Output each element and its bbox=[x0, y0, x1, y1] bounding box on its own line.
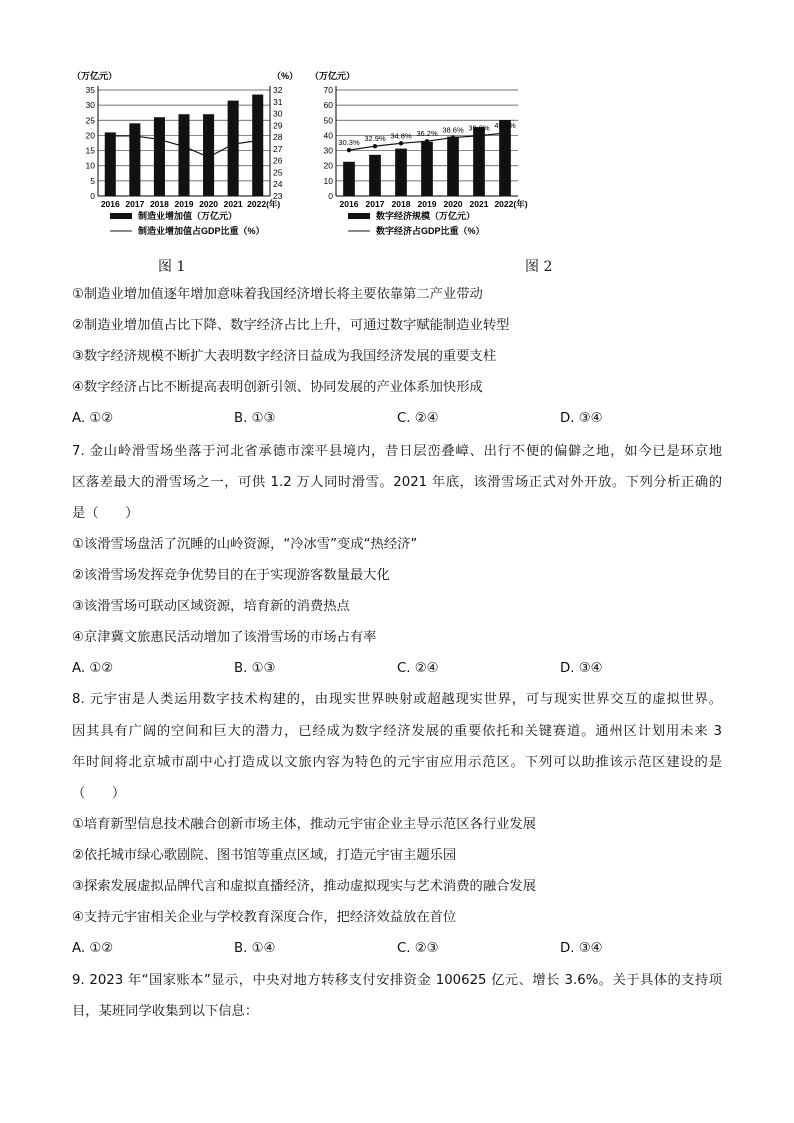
data-label: 41.5% bbox=[494, 121, 516, 131]
q6-statement-4: ④数字经济占比不断提高表明创新引领、协同发展的产业体系加快形成 bbox=[72, 380, 483, 395]
line-point bbox=[373, 144, 377, 148]
q8-stem-line-2: 因其具有广阔的空间和巨大的潜力，已经成为数字经济发展的重要依托和关键赛道。通州区计划用未来 3 bbox=[72, 724, 722, 739]
q8-stem-line-1: 8. 元宇宙是人类运用数字技术构建的，由现实世界映射或超越现实世界，可与现实世界交互的虚拟世界。 bbox=[72, 692, 722, 707]
right-tick-label: 26 bbox=[273, 155, 283, 166]
figure-1-chart bbox=[68, 66, 308, 246]
x-tick-label: 2016 bbox=[100, 199, 120, 209]
left-tick-label: 40 bbox=[323, 130, 333, 141]
right-tick-label: 28 bbox=[273, 132, 283, 143]
legend-bar-swatch bbox=[110, 213, 132, 219]
q7-stem-line-3: 是（ ） bbox=[72, 506, 139, 521]
x-tick-label: 2021 bbox=[469, 199, 489, 209]
left-tick-label: 15 bbox=[85, 145, 95, 156]
left-tick-label: 0 bbox=[328, 191, 333, 201]
right-tick-label: 24 bbox=[273, 179, 283, 190]
right-tick-label: 29 bbox=[273, 120, 283, 131]
q7-statement-1: ①该滑雪场盘活了沉睡的山岭资源，“冷冰雪”变成“热经济” bbox=[72, 537, 418, 552]
bar bbox=[395, 149, 407, 196]
legend-bar-label: 数字经济规模（万亿元） bbox=[376, 211, 476, 221]
legend-line-label: 制造业增加值占GDP比重（%） bbox=[138, 226, 265, 236]
q7-option-a[interactable]: A. ①② bbox=[72, 661, 114, 676]
q7-statement-4: ④京津冀文旅惠民活动增加了该滑雪场的市场占有率 bbox=[72, 630, 377, 645]
q9-stem-line-1: 9. 2023 年“国家账本”显示，中央对地方转移支付安排资金 100625 亿元、增长 3.6%。关于具体的支持项 bbox=[72, 973, 722, 988]
left-tick-label: 70 bbox=[323, 85, 333, 95]
right-tick-label: 31 bbox=[273, 96, 283, 107]
data-label: 39.8% bbox=[468, 123, 490, 133]
x-tick-label: 2019 bbox=[174, 199, 194, 209]
q7-option-c[interactable]: C. ②④ bbox=[397, 661, 439, 676]
bar bbox=[369, 155, 381, 196]
q7-option-d[interactable]: D. ③④ bbox=[560, 661, 603, 676]
line-point bbox=[477, 134, 481, 138]
data-label: 34.8% bbox=[390, 131, 412, 141]
legend-bar-swatch bbox=[348, 213, 370, 219]
q8-option-b[interactable]: B. ①④ bbox=[234, 941, 276, 956]
right-tick-label: 25 bbox=[273, 167, 283, 178]
x-tick-label: 2017 bbox=[365, 199, 385, 209]
figure-2-caption: 图 2 bbox=[525, 259, 553, 275]
left-tick-label: 50 bbox=[323, 115, 333, 126]
q8-statement-4: ④支持元宇宙相关企业与学校教育深度合作，把经济效益放在首位 bbox=[72, 910, 457, 925]
left-tick-label: 0 bbox=[90, 191, 95, 201]
right-tick-label: 27 bbox=[273, 143, 283, 154]
x-tick-label: 2018 bbox=[391, 199, 411, 209]
q8-option-d[interactable]: D. ③④ bbox=[560, 941, 603, 956]
q7-statement-3: ③该滑雪场可联动区域资源，培育新的消费热点 bbox=[72, 599, 350, 614]
q7-option-b[interactable]: B. ①③ bbox=[234, 661, 276, 676]
x-tick-label: 2022(年) bbox=[247, 199, 281, 209]
figure-1-caption: 图 1 bbox=[158, 259, 186, 275]
left-tick-label: 60 bbox=[323, 100, 333, 111]
left-tick-label: 10 bbox=[323, 175, 333, 186]
q6-options bbox=[72, 410, 722, 428]
left-axis-unit: （万亿元） bbox=[310, 71, 356, 81]
line-point bbox=[451, 135, 455, 139]
left-tick-label: 30 bbox=[85, 100, 95, 111]
bar bbox=[105, 132, 116, 196]
right-tick-label: 23 bbox=[273, 191, 283, 201]
q8-statement-3: ③探索发展虚拟品牌代言和虚拟直播经济，推动虚拟现实与艺术消费的融合发展 bbox=[72, 879, 537, 894]
bar bbox=[447, 137, 459, 196]
q6-option-d[interactable]: D. ③④ bbox=[560, 411, 603, 426]
data-label: 38.6% bbox=[442, 125, 464, 135]
q7-stem-line-1: 7. 金山岭滑雪场坐落于河北省承德市滦平县境内，昔日层峦叠嶂、出行不便的偏僻之地，如今已是环京地 bbox=[72, 444, 722, 459]
q6-option-c[interactable]: C. ②④ bbox=[397, 411, 439, 426]
x-tick-label: 2021 bbox=[223, 199, 243, 209]
left-tick-label: 10 bbox=[85, 160, 95, 171]
q8-options bbox=[72, 940, 722, 958]
q7-statement-2: ②该滑雪场发挥竞争优势目的在于实现游客数量最大化 bbox=[72, 568, 390, 583]
x-tick-label: 2020 bbox=[199, 199, 219, 209]
left-tick-label: 20 bbox=[323, 160, 333, 171]
right-axis-unit: （%） bbox=[272, 71, 299, 81]
x-tick-label: 2019 bbox=[417, 199, 437, 209]
q6-statement-1: ①制造业增加值逐年增加意味着我国经济增长将主要依靠第二产业带动 bbox=[72, 287, 483, 302]
x-tick-label: 2022(年) bbox=[494, 199, 528, 209]
left-tick-label: 30 bbox=[323, 145, 333, 156]
bar bbox=[154, 117, 165, 196]
line-point bbox=[425, 139, 429, 143]
x-tick-label: 2020 bbox=[443, 199, 463, 209]
data-label: 32.9% bbox=[364, 134, 386, 144]
q6-statement-2: ②制造业增加值占比下降、数字经济占比上升，可通过数字赋能制造业转型 bbox=[72, 318, 510, 333]
legend-bar-label: 制造业增加值（万亿元） bbox=[138, 211, 238, 221]
q8-stem-line-4: （ ） bbox=[72, 786, 126, 801]
right-tick-label: 32 bbox=[273, 85, 283, 95]
q7-options bbox=[72, 660, 722, 678]
q8-statement-2: ②依托城市绿心歌剧院、图书馆等重点区域，打造元宇宙主题乐园 bbox=[72, 848, 457, 863]
left-axis-unit: （万亿元） bbox=[72, 71, 118, 81]
bar bbox=[178, 114, 189, 196]
line-point bbox=[399, 141, 403, 145]
bar bbox=[421, 142, 433, 196]
left-tick-label: 25 bbox=[85, 115, 95, 126]
q6-statement-3: ③数字经济规模不断扩大表明数字经济日益成为我国经济发展的重要支柱 bbox=[72, 349, 497, 364]
bar bbox=[129, 123, 140, 196]
q8-statement-1: ①培育新型信息技术融合创新市场主体，推动元宇宙企业主导示范区各行业发展 bbox=[72, 817, 537, 832]
legend-line-label: 数字经济占GDP比重（%） bbox=[376, 226, 485, 236]
figure-2-chart bbox=[306, 66, 546, 246]
x-tick-label: 2017 bbox=[125, 199, 145, 209]
bar bbox=[228, 101, 239, 196]
line-point bbox=[503, 131, 507, 135]
left-tick-label: 35 bbox=[85, 85, 95, 95]
x-tick-label: 2016 bbox=[339, 199, 359, 209]
q9-stem-line-2: 目，某班同学收集到以下信息： bbox=[72, 1004, 259, 1019]
data-label: 30.3% bbox=[338, 138, 360, 148]
q8-option-a[interactable]: A. ①② bbox=[72, 941, 114, 956]
x-tick-label: 2018 bbox=[149, 199, 169, 209]
q8-option-c[interactable]: C. ②③ bbox=[397, 941, 439, 956]
q6-option-a[interactable]: A. ①② bbox=[72, 411, 114, 426]
right-tick-label: 30 bbox=[273, 108, 283, 119]
left-tick-label: 5 bbox=[90, 175, 95, 186]
bar bbox=[343, 162, 355, 196]
q8-stem-line-3: 年时间将北京城市副中心打造成以文旅内容为特色的元宇宙应用示范区。下列可以助推该示范区建设的是 bbox=[72, 755, 722, 770]
q6-option-b[interactable]: B. ①③ bbox=[234, 411, 276, 426]
line-point bbox=[347, 148, 351, 152]
q7-stem-line-2: 区落差最大的滑雪场之一，可供 1.2 万人同时滑雪。2021 年底，该滑雪场正式对外开放。下列分析正确的 bbox=[72, 475, 722, 490]
data-label: 36.2% bbox=[416, 129, 438, 139]
left-tick-label: 20 bbox=[85, 130, 95, 141]
bar bbox=[252, 95, 263, 196]
